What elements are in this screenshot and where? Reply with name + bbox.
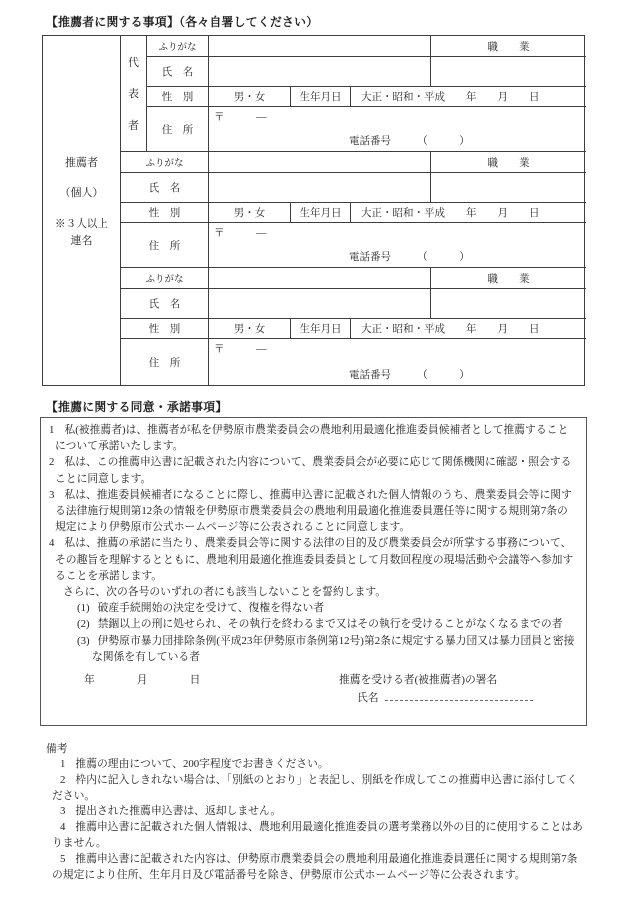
- group-header-line: （個人）: [59, 187, 104, 199]
- representative-label: [121, 36, 147, 152]
- item-text: 私は、推進委員候補者になることに際し、推薦申込書に記載された個人情報のうち、農業委員会等に関する法律施行規則第12条の情報を伊勢原市農業委員会の農地利用最適化推進委員選任等に関する規則第7条の規定により伊勢原市公式ホームページ等に公表されることに同意します。: [55, 488, 572, 534]
- item-number: 5: [60, 852, 66, 865]
- occupation-field: [431, 173, 586, 203]
- note-item: [52, 804, 586, 820]
- occupation-label: 職 業: [431, 152, 586, 173]
- item-number: 3: [60, 805, 66, 818]
- item-text: 禁錮以上の刑に処せられ、その執行を終わるまで又はその執行を受けることがなくなるまでの者: [97, 618, 563, 631]
- consent-item: [49, 422, 578, 454]
- furigana-label: ふりがな: [121, 152, 209, 173]
- note-item: [52, 820, 586, 852]
- postal-mark: 〒 ―: [214, 228, 267, 239]
- birthdate-label: 生年月日: [291, 319, 351, 339]
- birthdate-era-field: 大正・昭和・平成 年 月 日: [351, 87, 586, 107]
- item-text: 推薦の理由について、200字程度でお書きください。: [75, 758, 329, 770]
- phone-label: 電話番号 （ ）: [349, 370, 470, 381]
- signature-area: [49, 672, 578, 716]
- address-field: [209, 339, 586, 385]
- consent-item: [49, 454, 578, 486]
- address-label: 住 所: [121, 223, 209, 268]
- furigana-field: [209, 152, 431, 173]
- notes-section: [46, 741, 586, 883]
- address-label: 住 所: [147, 107, 209, 152]
- phone-label: 電話番号 （ ）: [349, 252, 470, 263]
- note-item: [52, 852, 586, 884]
- recommender-section-title: 【推薦者に関する事項】（各々自署してください）: [46, 15, 319, 29]
- recommender-table: [42, 35, 585, 386]
- occupation-label: 職 業: [431, 268, 586, 289]
- representative-char: 表: [128, 88, 139, 101]
- signature-name-label: 氏名: [357, 692, 379, 705]
- item-text: 枠内に記入しきれない場合は、「別紙のとおり」と表記し、別紙を作成してこの推薦申込書に添付してください。: [52, 773, 578, 802]
- occupation-field: [431, 57, 586, 87]
- pledge-item: [77, 633, 578, 665]
- note-item: [52, 773, 586, 805]
- notes-title: 備考: [46, 743, 68, 755]
- name-field: [209, 173, 431, 203]
- group-header-line: ※３人以上: [55, 219, 108, 230]
- phone-label: 電話番号 （ ）: [349, 136, 470, 147]
- item-number: (1): [77, 602, 90, 615]
- name-label: 氏 名: [121, 173, 209, 203]
- item-text: 推薦申込書に記載された個人情報は、農地利用最適化推進委員の選考業務以外の目的に使用することはありません。: [52, 821, 583, 849]
- pledge-item: [77, 616, 578, 632]
- representative-char: 者: [128, 120, 139, 133]
- birthdate-era-field: 大正・昭和・平成 年 月 日: [351, 319, 586, 339]
- birthdate-era-field: 大正・昭和・平成 年 月 日: [351, 203, 586, 223]
- gender-options: 男・女: [209, 87, 291, 107]
- postal-mark: 〒 ―: [214, 344, 267, 355]
- name-field: [209, 289, 431, 319]
- name-label: 氏 名: [147, 57, 209, 87]
- item-number: (2): [77, 618, 90, 631]
- item-text: 私は、この推薦申込書に記載された内容について、農業委員会が必要に応じて関係機関に確認・照会することに同意します。: [55, 456, 572, 485]
- gender-label: 性 別: [121, 319, 209, 339]
- consent-section-title: 【推薦に関する同意・承諾事項】: [46, 400, 228, 414]
- pledge-intro: さらに、次の各号のいずれの者にも該当しないことを誓約します。: [63, 586, 387, 599]
- item-number: 1: [60, 758, 66, 770]
- month-label: 月: [136, 674, 148, 687]
- item-text: 破産手続開始の決定を受けて、復権を得ない者: [97, 602, 325, 615]
- furigana-label: ふりがな: [147, 36, 209, 57]
- gender-label: 性 別: [147, 87, 209, 107]
- gender-options: 男・女: [209, 203, 291, 223]
- gender-options: 男・女: [209, 319, 291, 339]
- year-label: 年: [84, 674, 95, 687]
- consent-item: [49, 487, 578, 536]
- name-field: [209, 57, 431, 87]
- gender-label: 性 別: [121, 203, 209, 223]
- group-header: [43, 36, 121, 385]
- pledge-item: [77, 600, 578, 616]
- occupation-field: [431, 289, 586, 319]
- item-text: 私は、推薦の承諾に当たり、農業委員会等に関する法律の目的及び農業委員会が所掌する事務について、その趣旨を理解するとともに、農地利用最適化推進委員委員として月数回程度の現場活動や会議等へ参加することを承諾します。: [55, 537, 574, 582]
- address-label: 住 所: [121, 339, 209, 385]
- item-text: 私(被推薦者)は、推薦者が私を伊勢原市農業委員会の農地利用最適化推進委員候補者として推薦することについて承諾いたします。: [55, 424, 569, 453]
- signature-label: 推薦を受ける者(被推薦者)の署名: [339, 674, 498, 687]
- item-number: 1: [49, 424, 55, 436]
- furigana-field: [209, 268, 431, 289]
- address-field: [209, 223, 586, 268]
- furigana-field: [209, 36, 431, 57]
- item-number: 3: [49, 488, 55, 501]
- note-item: [52, 757, 586, 773]
- signature-name-row: [357, 690, 533, 705]
- postal-mark: 〒 ―: [214, 112, 267, 123]
- group-header-line: 推薦者: [65, 157, 98, 169]
- birthdate-label: 生年月日: [291, 203, 351, 223]
- item-text: 提出された推薦申込書は、返却しません。: [75, 805, 282, 818]
- address-field: [209, 107, 586, 152]
- birthdate-label: 生年月日: [291, 87, 351, 107]
- consent-box: [40, 417, 587, 726]
- item-text: 伊勢原市暴力団排除条例(平成23年伊勢原市条例第12号)第2条に規定する暴力団又は暴力団員と密接な関係を有している者: [92, 634, 575, 663]
- date-line: [84, 672, 200, 687]
- day-label: 日: [189, 674, 201, 687]
- item-number: 2: [49, 456, 55, 469]
- consent-item: [49, 535, 578, 584]
- item-number: (3): [77, 634, 90, 647]
- name-label: 氏 名: [121, 289, 209, 319]
- signature-dashed-line: [385, 690, 533, 701]
- item-number: 4: [60, 821, 66, 834]
- group-header-line: 連名: [70, 235, 93, 247]
- item-number: 4: [49, 537, 55, 550]
- occupation-label: 職 業: [431, 36, 586, 57]
- item-number: 2: [60, 773, 66, 786]
- item-text: 推薦申込書に記載された内容は、伊勢原市農業委員会の農地利用最適化推進委員選任に関する規則第7条の規定により住所、生年月日及び電話番号を除き、伊勢原市公式ホームページ等に公表されます。: [52, 852, 578, 881]
- representative-char: 代: [128, 56, 139, 69]
- furigana-label: ふりがな: [121, 268, 209, 289]
